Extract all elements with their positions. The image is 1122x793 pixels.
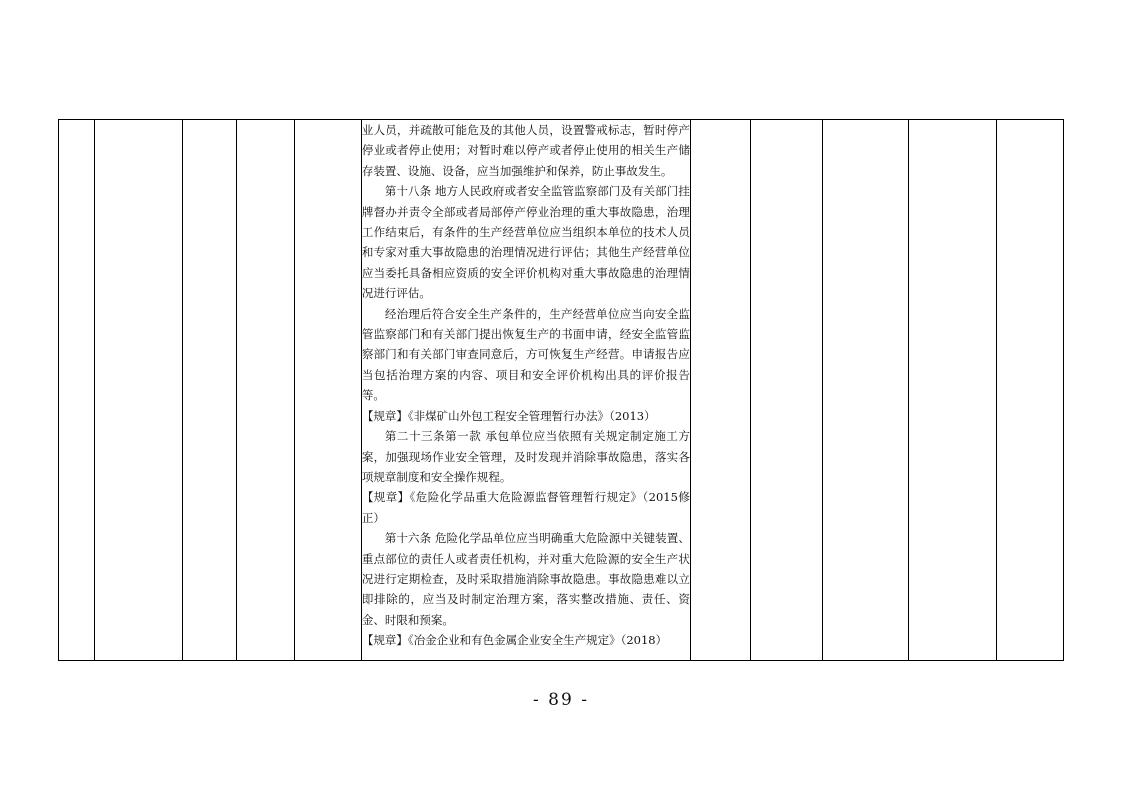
document-table (58, 119, 1064, 661)
table-cell (823, 120, 909, 661)
table-cell (690, 120, 750, 661)
table-cell (95, 120, 183, 661)
table-cell (236, 120, 294, 661)
table-cell (909, 120, 996, 661)
paragraph: 第二十三条第一款 承包单位应当依照有关规定制定施工方案，加强现场作业安全管理，及时发现并消除事故隐患，落实各项规章制度和安全操作规程。 (361, 429, 690, 484)
table-cell (996, 120, 1063, 661)
paragraph: 第十六条 危险化学品单位应当明确重大危险源中关键装置、重点部位的责任人或者责任机构，并对重大危险源的安全生产状况进行定期检查，及时采取措施消除事故隐患。事故隐患难以立即排除的，应当及时制定治理方案，落实整改措施、责任、资金、时限和预案。 (361, 531, 690, 627)
table-row (59, 120, 1064, 661)
table-cell (751, 120, 823, 661)
regulation-heading: 【规章】《冶金企业和有色金属企业安全生产规定》（2018） (361, 633, 668, 648)
page-number: - 89 - (533, 690, 589, 710)
regulation-heading: 【规章】《非煤矿山外包工程安全管理暂行办法》（2013） (361, 408, 656, 423)
legal-basis-cell (361, 120, 690, 661)
table-cell (183, 120, 236, 661)
regulation-heading: 【规章】《危险化学品重大危险源监督管理暂行规定》（2015修正） (361, 490, 690, 525)
paragraph: 经治理后符合安全生产条件的，生产经营单位应当向安全监管监察部门和有关部门提出恢复生产的书面申请，经安全监管监察部门和有关部门审查同意后，方可恢复生产经营。申请报告应当包括治理方案的内容、项目和安全评价机构出具的评价报告等。 (361, 306, 690, 403)
paragraph: 业人员，并疏散可能危及的其他人员，设置警戒标志，暂时停产停业或者停止使用；对暂时难以停产或者停止使用的相关生产储存装置、设施、设备，应当加强维护和保养，防止事故发生。 (361, 123, 690, 178)
table-cell (59, 120, 95, 661)
paragraph: 第十八条 地方人民政府或者安全监管监察部门及有关部门挂牌督办并责令全部或者局部停产停业治理的重大事故隐患，治理工作结束后，有条件的生产经营单位应当组织本单位的技术人员和专家对重大事故隐患的治理情况进行评估；其他生产经营单位应当委托具备相应资质的安全评价机构对重大事故隐患的治理情况进行评估。 (361, 184, 690, 301)
table-cell (294, 120, 361, 661)
